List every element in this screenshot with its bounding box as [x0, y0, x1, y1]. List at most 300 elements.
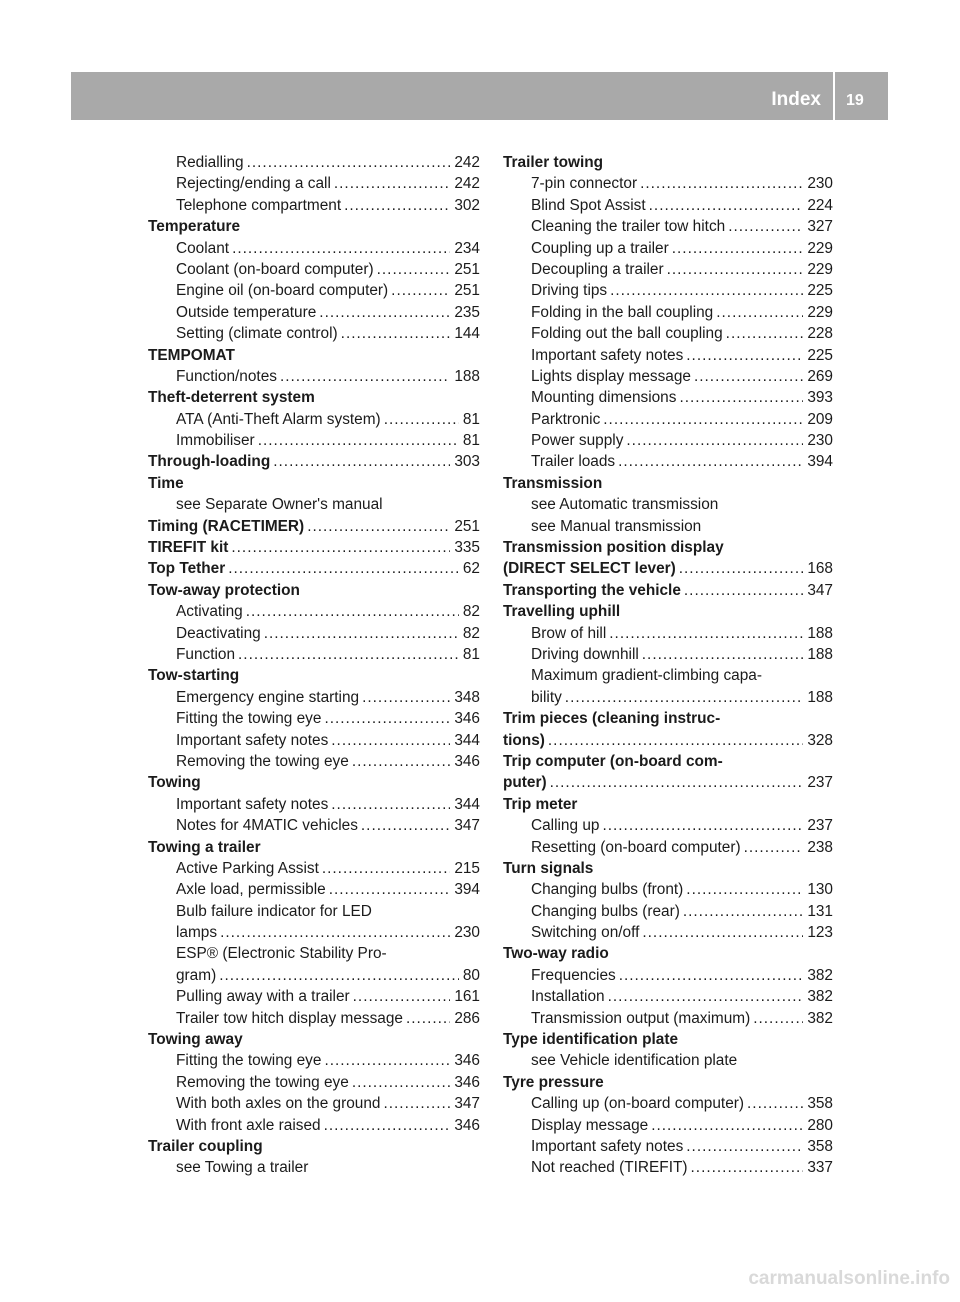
- entry-text: Not reached (TIREFIT): [531, 1159, 688, 1177]
- entry-page-number: 348: [454, 688, 480, 706]
- entry-page-number: 188: [807, 688, 833, 706]
- entry-page-number: 251: [454, 517, 480, 535]
- entry-page-number: 229: [807, 303, 833, 321]
- entry-text: ESP® (Electronic Stability Pro-: [176, 945, 387, 963]
- dot-leader: [331, 794, 450, 815]
- dot-leader: [747, 1093, 803, 1114]
- entry-text: Towing away: [148, 1031, 243, 1049]
- index-subentry: [148, 195, 480, 216]
- index-subentry: [503, 687, 833, 708]
- entry-page-number: 225: [807, 282, 833, 300]
- index-subentry: [148, 409, 480, 430]
- index-subentry: [503, 451, 833, 472]
- dot-leader: [331, 730, 450, 751]
- entry-page-number: 358: [807, 1137, 833, 1155]
- entry-text: Driving tips: [531, 282, 608, 300]
- index-subentry: [148, 858, 480, 879]
- entry-text: Trip meter: [503, 795, 578, 813]
- entry-text: Outside temperature: [176, 303, 317, 321]
- entry-page-number: 81: [462, 432, 480, 450]
- entry-text: Two-way radio: [503, 945, 609, 963]
- dot-leader: [683, 901, 803, 922]
- entry-text: Rejecting/ending a call: [176, 175, 331, 193]
- entry-text: Active Parking Assist: [176, 859, 319, 877]
- page-number: 19: [846, 92, 864, 109]
- index-subentry: [503, 387, 833, 408]
- index-heading: [148, 537, 480, 558]
- dot-leader: [548, 730, 803, 751]
- entry-text: Coupling up a trailer: [531, 239, 669, 257]
- dot-leader: [744, 837, 804, 858]
- index-subentry: [148, 815, 480, 836]
- index-subentry: [148, 238, 480, 259]
- index-heading: [503, 943, 833, 964]
- index-heading: [148, 837, 480, 858]
- entry-text: Type identification plate: [503, 1031, 679, 1049]
- entry-page-number: 188: [807, 645, 833, 663]
- entry-text: puter): [503, 774, 547, 792]
- index-subentry: [148, 280, 480, 301]
- dot-leader: [608, 986, 804, 1007]
- dot-leader: [602, 815, 803, 836]
- entry-text: Transporting the vehicle: [503, 581, 681, 599]
- index-heading: [503, 730, 833, 751]
- entry-page-number: 230: [807, 432, 833, 450]
- dot-leader: [273, 451, 450, 472]
- entry-page-number: 346: [454, 1116, 480, 1134]
- entry-text: Driving downhill: [531, 645, 639, 663]
- entry-text: Fitting the towing eye: [176, 1052, 322, 1070]
- entry-page-number: 237: [807, 817, 833, 835]
- index-heading: [503, 580, 833, 601]
- index-subentry: [503, 259, 833, 280]
- entry-text: Setting (climate control): [176, 325, 338, 343]
- entry-page-number: 394: [454, 881, 480, 899]
- dot-leader: [353, 986, 451, 1007]
- entry-text: Maximum gradient-climbing capa-: [531, 667, 762, 685]
- entry-page-number: 347: [454, 817, 480, 835]
- dot-leader: [324, 708, 450, 729]
- dot-leader: [684, 580, 803, 601]
- entry-text: With front axle raised: [176, 1116, 321, 1134]
- index-column-right: [503, 152, 833, 1179]
- index-subentry: [148, 879, 480, 900]
- entry-page-number: 230: [807, 175, 833, 193]
- dot-leader: [384, 409, 459, 430]
- entry-page-number: 82: [462, 624, 480, 642]
- entry-text: Function: [176, 645, 236, 663]
- dot-leader: [626, 430, 803, 451]
- entry-text: Installation: [531, 988, 605, 1006]
- entry-text: Coolant: [176, 239, 230, 257]
- index-subentry: [503, 1115, 833, 1136]
- entry-page-number: 251: [454, 260, 480, 278]
- index-heading: [503, 858, 833, 879]
- index-subentry: [148, 922, 480, 943]
- index-subentry: [503, 1008, 833, 1029]
- index-heading: [148, 772, 480, 793]
- index-subentry: [148, 152, 480, 173]
- entry-page-number: 81: [462, 410, 480, 428]
- header-divider: [833, 72, 835, 120]
- entry-page-number: 62: [462, 560, 480, 578]
- index-subentry: [503, 516, 833, 537]
- index-subentry: [148, 366, 480, 387]
- entry-text: Telephone compartment: [176, 196, 342, 214]
- index-subentry: [503, 815, 833, 836]
- entry-text: see Automatic transmission: [531, 496, 719, 514]
- index-heading: [503, 1072, 833, 1093]
- entry-page-number: 286: [454, 1009, 480, 1027]
- dot-leader: [694, 366, 803, 387]
- entry-page-number: 346: [454, 710, 480, 728]
- entry-text: see Manual transmission: [531, 517, 702, 535]
- entry-text: see Vehicle identification plate: [531, 1052, 738, 1070]
- index-subentry: [148, 943, 480, 964]
- entry-page-number: 382: [807, 1009, 833, 1027]
- entry-text: see Towing a trailer: [176, 1159, 309, 1177]
- index-heading: [148, 451, 480, 472]
- entry-text: gram): [176, 966, 217, 984]
- entry-text: Tow-away protection: [148, 581, 300, 599]
- entry-text: Notes for 4MATIC vehicles: [176, 817, 358, 835]
- dot-leader: [220, 922, 450, 943]
- dot-leader: [716, 302, 803, 323]
- index-subentry: [503, 623, 833, 644]
- entry-page-number: 346: [454, 752, 480, 770]
- entry-text: Fitting the towing eye: [176, 710, 322, 728]
- index-subentry: [148, 751, 480, 772]
- dot-leader: [319, 302, 450, 323]
- index-subentry: [148, 323, 480, 344]
- index-subentry: [503, 1136, 833, 1157]
- index-subentry: [503, 922, 833, 943]
- index-heading: [503, 473, 833, 494]
- entry-text: Activating: [176, 603, 243, 621]
- entry-text: bility: [531, 688, 562, 706]
- dot-leader: [383, 1093, 450, 1114]
- entry-text: Temperature: [148, 218, 241, 236]
- entry-text: Removing the towing eye: [176, 1073, 349, 1091]
- entry-page-number: 215: [454, 859, 480, 877]
- dot-leader: [686, 879, 803, 900]
- entry-page-number: 130: [807, 881, 833, 899]
- dot-leader: [307, 516, 450, 537]
- entry-page-number: 161: [454, 988, 480, 1006]
- entry-text: Trip computer (on-board com-: [503, 752, 723, 770]
- index-subentry: [503, 837, 833, 858]
- page-title: Index: [771, 89, 821, 110]
- dot-leader: [377, 259, 451, 280]
- entry-text: Blind Spot Assist: [531, 196, 646, 214]
- index-subentry: [148, 708, 480, 729]
- index-subentry: [503, 965, 833, 986]
- entry-page-number: 168: [807, 560, 833, 578]
- index-subentry: [503, 195, 833, 216]
- dot-leader: [322, 858, 450, 879]
- index-heading: [503, 537, 833, 558]
- dot-leader: [726, 323, 804, 344]
- entry-text: Brow of hill: [531, 624, 607, 642]
- dot-leader: [667, 259, 804, 280]
- entry-page-number: 82: [462, 603, 480, 621]
- index-subentry: [503, 366, 833, 387]
- index-subentry: [503, 665, 833, 686]
- entry-text: Function/notes: [176, 367, 277, 385]
- entry-text: TIREFIT kit: [148, 539, 229, 557]
- index-subentry: [148, 965, 480, 986]
- index-heading: [148, 345, 480, 366]
- index-subentry: [148, 430, 480, 451]
- entry-text: Bulb failure indicator for LED: [176, 902, 372, 920]
- entry-page-number: 346: [454, 1073, 480, 1091]
- entry-text: Mounting dimensions: [531, 389, 677, 407]
- dot-leader: [651, 1115, 803, 1136]
- dot-leader: [228, 558, 459, 579]
- dot-leader: [679, 387, 803, 408]
- dot-leader: [753, 1008, 803, 1029]
- entry-page-number: 335: [454, 539, 480, 557]
- entry-text: Changing bulbs (rear): [531, 902, 680, 920]
- index-subentry: [503, 345, 833, 366]
- dot-leader: [550, 772, 804, 793]
- index-heading: [503, 708, 833, 729]
- entry-page-number: 81: [462, 645, 480, 663]
- index-heading: [148, 1029, 480, 1050]
- entry-text: Important safety notes: [531, 346, 684, 364]
- index-heading: [503, 772, 833, 793]
- index-heading: [503, 1029, 833, 1050]
- entry-text: 7-pin connector: [531, 175, 638, 193]
- index-subentry: [503, 238, 833, 259]
- entry-text: Removing the towing eye: [176, 752, 349, 770]
- entry-text: Display message: [531, 1116, 649, 1134]
- dot-leader: [361, 815, 450, 836]
- index-subentry: [503, 644, 833, 665]
- dot-leader: [352, 751, 450, 772]
- entry-text: Transmission: [503, 474, 603, 492]
- entry-page-number: 303: [454, 453, 480, 471]
- dot-leader: [232, 238, 450, 259]
- entry-text: Cleaning the trailer tow hitch: [531, 218, 726, 236]
- dot-leader: [334, 173, 450, 194]
- dot-leader: [565, 687, 804, 708]
- index-subentry: [503, 323, 833, 344]
- entry-page-number: 229: [807, 239, 833, 257]
- entry-page-number: 327: [807, 218, 833, 236]
- entry-text: Time: [148, 474, 184, 492]
- entry-page-number: 328: [807, 731, 833, 749]
- dot-leader: [619, 965, 804, 986]
- entry-page-number: 229: [807, 260, 833, 278]
- entry-text: Immobiliser: [176, 432, 255, 450]
- entry-page-number: 188: [454, 367, 480, 385]
- dot-leader: [344, 195, 450, 216]
- dot-leader: [324, 1115, 451, 1136]
- dot-leader: [618, 451, 803, 472]
- index-subentry: [148, 1072, 480, 1093]
- dot-leader: [246, 601, 459, 622]
- entry-page-number: 382: [807, 988, 833, 1006]
- entry-page-number: 209: [807, 410, 833, 428]
- entry-text: Pulling away with a trailer: [176, 988, 350, 1006]
- entry-text: Travelling uphill: [503, 603, 621, 621]
- entry-text: Top Tether: [148, 560, 226, 578]
- entry-text: Calling up: [531, 817, 600, 835]
- dot-leader: [686, 1136, 803, 1157]
- dot-leader: [642, 922, 803, 943]
- entry-page-number: 144: [454, 325, 480, 343]
- index-subentry: [148, 644, 480, 665]
- index-subentry: [503, 1157, 833, 1178]
- dot-leader: [728, 216, 803, 237]
- dot-leader: [609, 623, 803, 644]
- entry-text: Trailer loads: [531, 453, 616, 471]
- dot-leader: [247, 152, 451, 173]
- index-heading: [148, 665, 480, 686]
- index-subentry: [148, 494, 480, 515]
- dot-leader: [603, 409, 803, 430]
- entry-page-number: 358: [807, 1095, 833, 1113]
- entry-page-number: 394: [807, 453, 833, 471]
- index-subentry: [148, 1008, 480, 1029]
- entry-text: Theft-deterrent system: [148, 389, 315, 407]
- index-heading: [503, 558, 833, 579]
- watermark: carmanualsonline.info: [748, 1268, 950, 1289]
- entry-page-number: 346: [454, 1052, 480, 1070]
- dot-leader: [329, 879, 451, 900]
- index-subentry: [148, 794, 480, 815]
- entry-page-number: 269: [807, 367, 833, 385]
- dot-leader: [642, 644, 804, 665]
- dot-leader: [264, 623, 459, 644]
- index-subentry: [503, 302, 833, 323]
- index-subentry: [148, 687, 480, 708]
- entry-text: Important safety notes: [531, 1137, 684, 1155]
- entry-page-number: 123: [807, 924, 833, 942]
- entry-text: Trailer towing: [503, 154, 604, 171]
- entry-text: Folding out the ball coupling: [531, 325, 723, 343]
- entry-text: TEMPOMAT: [148, 346, 235, 364]
- dot-leader: [362, 687, 450, 708]
- entry-text: Frequencies: [531, 966, 616, 984]
- entry-text: lamps: [176, 924, 218, 942]
- entry-text: Transmission position display: [503, 539, 724, 557]
- entry-page-number: 230: [454, 924, 480, 942]
- entry-text: ATA (Anti-Theft Alarm system): [176, 410, 381, 428]
- entry-page-number: 228: [807, 325, 833, 343]
- index-subentry: [148, 259, 480, 280]
- entry-text: Towing a trailer: [148, 838, 261, 856]
- dot-leader: [324, 1050, 450, 1071]
- dot-leader: [280, 366, 450, 387]
- index-heading: [148, 387, 480, 408]
- entry-text: Through-loading: [148, 453, 271, 471]
- entry-text: With both axles on the ground: [176, 1095, 381, 1113]
- index-subentry: [503, 879, 833, 900]
- entry-text: Decoupling a trailer: [531, 260, 664, 278]
- entry-text: Changing bulbs (front): [531, 881, 684, 899]
- index-heading: [503, 601, 833, 622]
- entry-text: Parktronic: [531, 410, 601, 428]
- index-subentry: [503, 173, 833, 194]
- index-subentry: [148, 623, 480, 644]
- entry-page-number: 238: [807, 838, 833, 856]
- index-heading: [148, 1136, 480, 1157]
- entry-text: Engine oil (on-board computer): [176, 282, 389, 300]
- index-subentry: [503, 280, 833, 301]
- index-heading: [503, 794, 833, 815]
- index-heading: [148, 580, 480, 601]
- index-subentry: [148, 173, 480, 194]
- dot-leader: [341, 323, 451, 344]
- entry-page-number: 80: [462, 966, 480, 984]
- dot-leader: [238, 644, 459, 665]
- index-subentry: [148, 1157, 480, 1178]
- entry-page-number: 347: [807, 581, 833, 599]
- entry-text: Switching on/off: [531, 924, 640, 942]
- entry-text: Power supply: [531, 432, 624, 450]
- entry-page-number: 235: [454, 303, 480, 321]
- dot-leader: [258, 430, 459, 451]
- entry-page-number: 234: [454, 239, 480, 257]
- entry-text: Resetting (on-board computer): [531, 838, 741, 856]
- index-heading: [503, 751, 833, 772]
- index-subentry: [148, 1093, 480, 1114]
- entry-page-number: 302: [454, 196, 480, 214]
- dot-leader: [691, 1157, 804, 1178]
- entry-text: Trailer tow hitch display message: [176, 1009, 403, 1027]
- entry-text: Emergency engine starting: [176, 688, 360, 706]
- entry-page-number: 242: [454, 175, 480, 193]
- entry-page-number: 224: [807, 196, 833, 214]
- entry-page-number: 188: [807, 624, 833, 642]
- dot-leader: [686, 345, 803, 366]
- dot-leader: [649, 195, 804, 216]
- entry-page-number: 393: [807, 389, 833, 407]
- index-heading: [148, 558, 480, 579]
- entry-text: (DIRECT SELECT lever): [503, 560, 676, 578]
- entry-text: see Separate Owner's manual: [176, 496, 383, 514]
- entry-text: Folding in the ball coupling: [531, 303, 714, 321]
- dot-leader: [679, 558, 804, 579]
- index-heading: [148, 216, 480, 237]
- entry-page-number: 347: [454, 1095, 480, 1113]
- dot-leader: [640, 173, 803, 194]
- entry-page-number: 237: [807, 774, 833, 792]
- index-subentry: [503, 1093, 833, 1114]
- index-subentry: [148, 730, 480, 751]
- index-heading: [503, 152, 833, 173]
- dot-leader: [352, 1072, 450, 1093]
- entry-page-number: 337: [807, 1159, 833, 1177]
- index-subentry: [503, 901, 833, 922]
- entry-text: Trim pieces (cleaning instruc-: [503, 710, 721, 728]
- entry-text: Tyre pressure: [503, 1073, 604, 1091]
- entry-text: Timing (RACETIMER): [148, 517, 305, 535]
- dot-leader: [406, 1008, 450, 1029]
- dot-leader: [672, 238, 804, 259]
- index-subentry: [503, 216, 833, 237]
- dot-leader: [219, 965, 459, 986]
- entry-text: tions): [503, 731, 545, 749]
- entry-text: Lights display message: [531, 367, 691, 385]
- entry-text: Important safety notes: [176, 795, 329, 813]
- entry-page-number: 344: [454, 731, 480, 749]
- entry-text: Coolant (on-board computer): [176, 260, 374, 278]
- entry-page-number: 382: [807, 966, 833, 984]
- entry-text: Redialling: [176, 154, 244, 171]
